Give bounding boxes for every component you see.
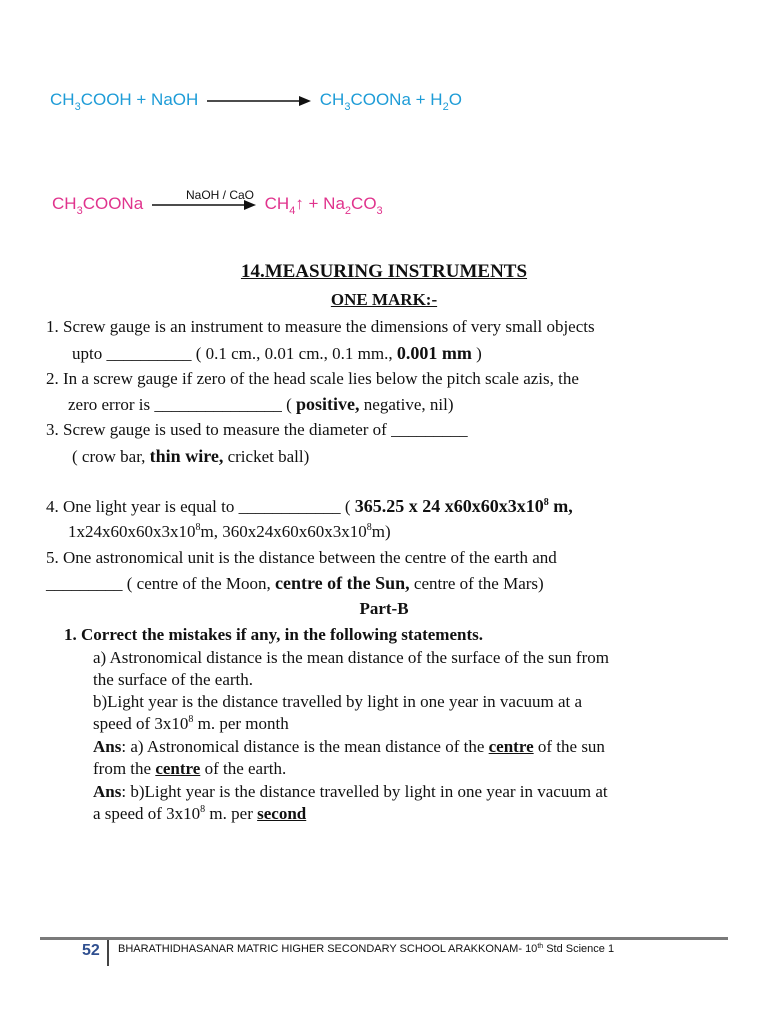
q2-line1: 2. In a screw gauge if zero of the head scale lies below the pitch scale azis, the xyxy=(46,369,579,388)
q1-line2: upto __________ ( 0.1 cm., 0.01 cm., 0.1 mm., 0.001 mm ) xyxy=(72,343,482,363)
q4-line2: $1x24x60x60x3x10^8m$, $360x24x60x60x3x10^8m$) xyxy=(68,522,391,541)
q4-line1: 4. One light year is equal to ____________ ( 365.25 x 24 $x60x60x3x10^8$ m, xyxy=(46,496,573,516)
reaction-arrow-icon xyxy=(152,199,256,211)
ans-label: Ans xyxy=(93,737,122,756)
section-subtitle: ONE MARK:- xyxy=(330,290,438,309)
eq1-left: $CH_3COOH$ + NaOH xyxy=(50,90,199,113)
q4-answer: 365.25 x 24 $x60x60x3x10^8$ m, xyxy=(354,496,573,516)
equation-acetic-acid-neutralization xyxy=(50,90,462,113)
part-b-heading: Part-B xyxy=(359,599,409,618)
q1-answer: 0.001 mm xyxy=(396,343,472,363)
answer-b-line1: Ans: b)Light year is the distance travelled by light in one year in vacuum at xyxy=(93,782,608,801)
q3-answer: thin wire, xyxy=(149,446,224,466)
part-b-q1-heading: 1. Correct the mistakes if any, in the following statements. xyxy=(64,625,483,644)
part-b-b-line2: speed of $3x10^8$ m. per month xyxy=(93,714,289,733)
part-b-a-line2: the surface of the earth. xyxy=(93,670,253,689)
eq1-right: $CH_3COONa + H_2O$ xyxy=(319,90,462,113)
equation-decarboxylation xyxy=(52,194,383,217)
eq2-right: $CH_4↑ + Na_2CO_3$ xyxy=(264,194,383,217)
ans-a-key: centre xyxy=(488,737,534,756)
answer-a-line2: from the centre of the earth. xyxy=(93,759,287,778)
answer-b-line2: a speed of $3x10^8$ m. per second xyxy=(93,804,307,823)
section-title: 14.MEASURING INSTRUMENTS xyxy=(240,261,528,282)
q2-line2: zero error is _______________ ( positive, negative, nil) xyxy=(68,394,454,414)
part-b-b-line1: b)Light year is the distance travelled by light in one year in vacuum at a xyxy=(93,692,583,711)
reaction-arrow-icon xyxy=(207,95,311,107)
q2-answer: positive, xyxy=(296,394,360,414)
part-b-a-line1: a) Astronomical distance is the mean distance of the surface of the sun from xyxy=(93,648,609,667)
answer-a-line1: Ans: a) Astronomical distance is the mean distance of the centre of the sun xyxy=(93,737,605,756)
footer-divider xyxy=(40,937,728,940)
q1-line1: 1. Screw gauge is an instrument to measure the dimensions of very small objects xyxy=(46,317,595,336)
ans-a-key-2: centre xyxy=(155,759,201,778)
ans-label: Ans xyxy=(93,782,122,801)
q3-line1: 3. Screw gauge is used to measure the diameter of _________ xyxy=(46,420,468,439)
q5-line1: 5. One astronomical unit is the distance between the centre of the earth and xyxy=(46,548,557,567)
q5-answer: centre of the Sun, xyxy=(274,573,410,593)
q5-line2: _________ ( centre of the Moon, centre of the Sun, centre of the Mars) xyxy=(46,573,544,593)
ans-b-key: second xyxy=(257,804,307,823)
q3-line2: ( crow bar, thin wire, cricket ball) xyxy=(72,446,310,466)
page-number: 52 xyxy=(82,942,100,959)
reaction-condition: NaOH / CaO xyxy=(186,188,255,202)
footer-school: BHARATHIDHASANAR MATRIC HIGHER SECONDARY SCHOOL ARAKKONAM- 10th Std Science 1 xyxy=(118,943,615,955)
footer-separator xyxy=(107,940,109,966)
eq2-left: $CH_3COONa$ xyxy=(52,194,144,217)
